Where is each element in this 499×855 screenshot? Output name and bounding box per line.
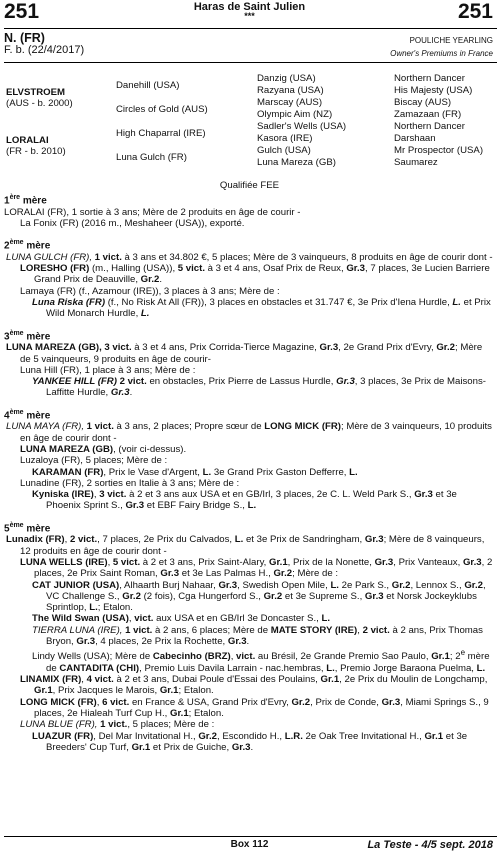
paragraph: Lindy Wells (USA); Mère de Cabecinho (BRZ), vict. au Brésil, 2e Grande Premio Sao Paulo, Gr.1; 2e mère de CANTADITA (CHI), Premio Luis Davila Larrain - nac.hembras, L., Premio Jorge Baraona Puelma, L. bbox=[32, 648, 490, 674]
pedigree-gen2-0: Danehill (USA) bbox=[116, 80, 180, 91]
horse-category: POULICHE YEARLING bbox=[409, 36, 493, 45]
dam-name: LORALAI bbox=[6, 135, 49, 146]
pedigree-gen3-7: Luna Mareza (GB) bbox=[257, 157, 336, 168]
section-heading-4: 4ème mère bbox=[4, 408, 51, 422]
paragraph: LUNA MAYA (FR), 1 vict. à 3 ans, 2 places; Propre sœur de LONG MICK (FR); Mère de 3 vainqueurs, 10 produits en âge de courir dont - bbox=[6, 421, 492, 444]
pedigree-gen3-1: Razyana (USA) bbox=[257, 85, 324, 96]
pedigree-gen4-7: Saumarez bbox=[394, 157, 438, 168]
paragraph: Lunadix (FR), 2 vict., 7 places, 2e Prix du Calvados, L. et 3e Prix de Sandringham, Gr.3; Mère de 8 vainqueurs, 12 produits en âge de courir dont - bbox=[6, 534, 485, 557]
paragraph: LUNA MAREZA (GB), (voir ci-dessus). bbox=[20, 443, 187, 455]
paragraph: LINAMIX (FR), 4 vict. à 2 et 3 ans, Dubai Poule d'Essai des Poulains, Gr.1, 2e Prix du Moulin de Longchamp, Gr.1, Prix Jacques le Marois, Gr.1; Etalon. bbox=[20, 674, 488, 697]
lot-number-left: 251 bbox=[4, 0, 40, 23]
paragraph: LUNA MAREZA (GB), 3 vict. à 3 et 4 ans, Prix Corrida-Tierce Magazine, Gr.3, 2e Grand Prix d'Evry, Gr.2; Mère de 5 vainqueurs, 9 produits en âge de courir- bbox=[6, 342, 483, 365]
footer-rule bbox=[4, 836, 497, 837]
paragraph: Luna Hill (FR), 1 place à 3 ans; Mère de : bbox=[20, 364, 196, 376]
paragraph: Luzaloya (FR), 5 places; Mère de : bbox=[20, 455, 168, 467]
pedigree-gen3-2: Marscay (AUS) bbox=[257, 97, 323, 108]
paragraph: LORALAI (FR), 1 sortie à 3 ans; Mère de 2 produits en âge de courir - bbox=[4, 206, 301, 218]
pedigree-gen4-2: Biscay (AUS) bbox=[394, 97, 452, 108]
pedigree-gen3-0: Danzig (USA) bbox=[257, 73, 316, 84]
paragraph: LUAZUR (FR), Del Mar Invitational H., Gr.2, Escondido H., L.R. 2e Oak Tree Invitational H., Gr.1 et 3e Breeders' Cup Turf, Gr.1 et Prix de Guiche, Gr.3. bbox=[32, 730, 468, 753]
paragraph: LONG MICK (FR), 6 vict. en France & USA, Grand Prix d'Evry, Gr.2, Prix de Conde, Gr.3, Miami Springs S., 9 places, 2e Hialeah Turf Cup H., Gr.1; Etalon. bbox=[20, 696, 489, 719]
sale-info: La Teste - 4/5 sept. 2018 bbox=[367, 839, 493, 851]
consignor-name: Haras de Saint Julien bbox=[193, 1, 306, 13]
pedigree-gen2-1: Circles of Gold (AUS) bbox=[116, 104, 208, 115]
consignor-stars: *** bbox=[244, 11, 255, 21]
paragraph: LUNA WELLS (IRE), 5 vict. à 2 et 3 ans, Prix Saint-Alary, Gr.1, Prix de la Nonette, Gr.3, Prix Vanteaux, Gr.3, 2 places, 2e Prix Saint Roman, Gr.3 et 3e Las Palmas H., Gr.2; Mère de : bbox=[20, 556, 493, 580]
paragraph: LUNA GULCH (FR), 1 vict. à 3 ans et 34.802 €, 5 places; Mère de 3 vainqueurs, 8 produits en âge de courir dont - bbox=[6, 251, 493, 263]
pedigree-gen4-3: Zamazaan (FR) bbox=[394, 109, 462, 120]
sire-info: (AUS - b. 2000) bbox=[6, 98, 73, 109]
paragraph: La Fonix (FR) (2016 m., Meshaheer (USA)), exporté. bbox=[20, 217, 245, 229]
dam-info: (FR - b. 2010) bbox=[6, 146, 66, 157]
horse-name: N. (FR) bbox=[4, 31, 45, 45]
section-heading-2: 2ème mère bbox=[4, 239, 51, 252]
pedigree-gen2-2: High Chaparral (IRE) bbox=[116, 128, 206, 139]
pedigree-gen4-1: His Majesty (USA) bbox=[394, 85, 473, 96]
pedigree-gen3-4: Sadler's Wells (USA) bbox=[257, 121, 347, 132]
section-heading-3: 3ème mère bbox=[4, 329, 51, 342]
sire-name: ELVSTROEM bbox=[6, 87, 65, 98]
paragraph: CAT JUNIOR (USA), Alhaarth Burj Nahaar, Gr.3, Swedish Open Mile, L. 2e Park S., Gr.2, Lennox S., Gr.2, VC Challenge S., Gr.2 (2 fois), Cga Hungerford S., Gr.2 et 3e Supreme S., Gr.3 et Norsk Jockeyklubs Sprintlop, L.; Etalon. bbox=[32, 579, 486, 614]
paragraph: Lamaya (FR) (f., Azamour (IRE)), 3 places à 3 ans; Mère de : bbox=[20, 285, 280, 297]
paragraph: The Wild Swan (USA), vict. aux USA et en GB/Irl 3e Doncaster S., L. bbox=[32, 613, 330, 625]
box-number: Box 112 bbox=[230, 839, 269, 850]
pedigree-gen3-6: Gulch (USA) bbox=[257, 145, 311, 156]
pedigree-rule bbox=[4, 62, 497, 63]
paragraph: TIERRA LUNA (IRE), 1 vict. à 2 ans, 6 places; Mère de MATE STORY (IRE), 2 vict. à 2 ans, Prix Thomas Bryon, Gr.3, 4 places, 2e Prix la Rochette, Gr.3. bbox=[32, 624, 483, 648]
owners-premiums: Owner's Premiums in France bbox=[390, 49, 493, 58]
dam-line-body bbox=[4, 192, 494, 753]
paragraph: KARAMAN (FR), Prix le Vase d'Argent, L. 3e Grand Prix Gaston Defferre, L. bbox=[32, 466, 358, 478]
lot-number-right: 251 bbox=[457, 0, 493, 23]
pedigree-gen3-3: Olympic Aim (NZ) bbox=[257, 109, 333, 120]
header-rule bbox=[4, 28, 497, 29]
paragraph: Lunadine (FR), 2 sorties en Italie à 3 ans; Mère de : bbox=[20, 477, 240, 489]
paragraph: LUNA BLUE (FR), 1 vict., 5 places; Mère de : bbox=[20, 719, 215, 731]
pedigree-gen4-6: Mr Prospector (USA) bbox=[394, 145, 484, 156]
pedigree-gen4-0: Northern Dancer bbox=[394, 73, 465, 84]
paragraph: LORESHO (FR) (m., Halling (USA)), 5 vict. à 3 et 4 ans, Osaf Prix de Reux, Gr.3, 7 places, 3e Lucien Barriere Grand Prix de Deauville, Gr.2. bbox=[20, 263, 490, 286]
paragraph: YANKEE HILL (FR) 2 vict. en obstacles, Prix Pierre de Lassus Hurdle, Gr.3, 3 places, 3e Prix de Maisons-Laffitte Hurdle, Gr.3. bbox=[32, 376, 486, 399]
pedigree-gen4-5: Darshaan bbox=[394, 133, 436, 144]
pedigree-gen2-3: Luna Gulch (FR) bbox=[116, 152, 187, 163]
paragraph: Luna Riska (FR) (f., No Risk At All (FR)), 3 places en obstacles et 31.747 €, 3e Prix d'Iena Hurdle, L. et Prix Wild Monarch Hurdle, L. bbox=[32, 297, 491, 320]
pedigree-gen3-5: Kasora (IRE) bbox=[257, 133, 313, 144]
qualification: Qualifiée FEE bbox=[219, 180, 280, 191]
section-heading-5: 5ème mère bbox=[4, 521, 51, 535]
section-heading-1: 1ère mère bbox=[4, 194, 47, 207]
paragraph: Kyniska (IRE), 3 vict. à 2 et 3 ans aux USA et en GB/Irl, 3 places, 2e C. L. Weld Park S., Gr.3 et 3e Phoenix Sprint S., Gr.3 et EBF Fairy Bridge S., L. bbox=[32, 489, 457, 512]
horse-description: F. b. (22/4/2017) bbox=[4, 44, 85, 56]
pedigree-gen4-4: Northern Dancer bbox=[394, 121, 465, 132]
